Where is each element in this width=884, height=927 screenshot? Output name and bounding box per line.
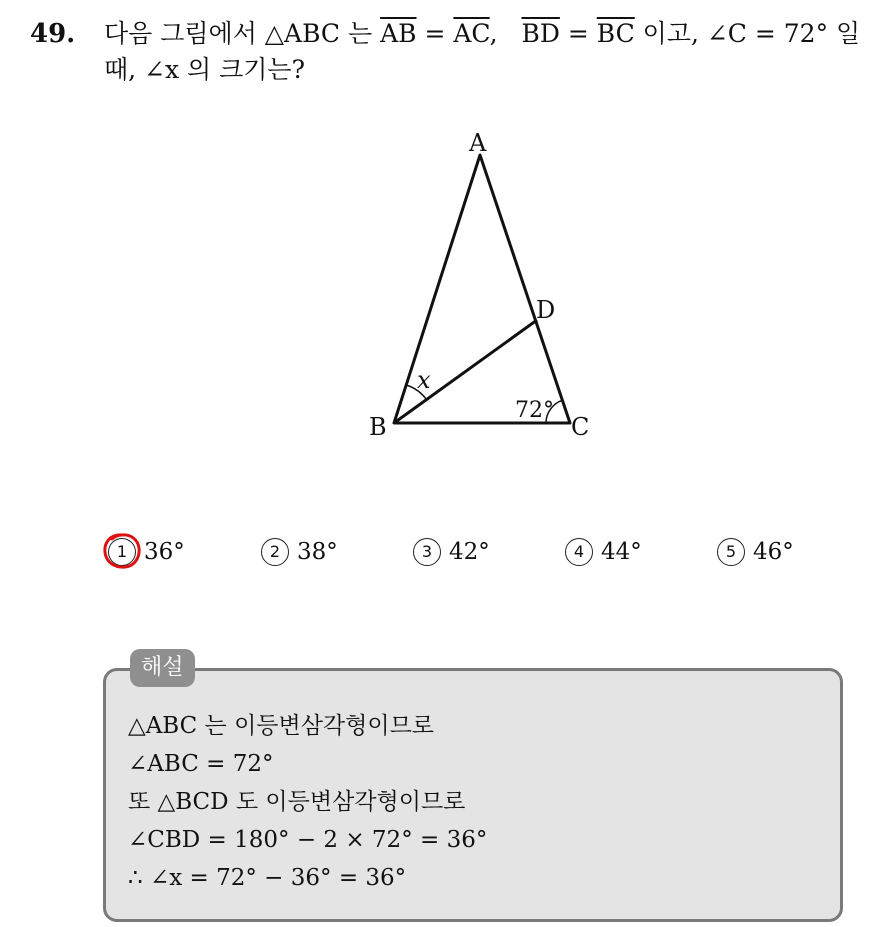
- choice-4[interactable]: [565, 534, 642, 570]
- choice-1[interactable]: [108, 534, 185, 570]
- choice-number-2: 2: [261, 538, 289, 566]
- solution-line-2: ∠ABC = 72°: [128, 751, 274, 777]
- choice-text-2: 38°: [297, 539, 338, 565]
- answer-circle-mark: [100, 529, 144, 573]
- question-text-rest: 이고, ∠C = 72° 일: [634, 19, 861, 48]
- question-comma: ,: [489, 19, 522, 48]
- solution-tag: 해설: [130, 649, 195, 687]
- triangle-diagram: [360, 125, 600, 445]
- choice-3[interactable]: [413, 534, 490, 570]
- question-text-a: 다음 그림에서 △ABC 는: [104, 19, 381, 48]
- question-line-2: 때, ∠x 의 크기는?: [104, 55, 305, 84]
- solution-line-5: ∴ ∠x = 72° − 36° = 36°: [128, 865, 407, 891]
- triangle-figure: [360, 125, 600, 445]
- question-line-1: [30, 16, 870, 52]
- segment-bc: $\overline{BC}$: [596, 19, 635, 48]
- choice-text-3: 42°: [449, 539, 490, 565]
- segment-ac: $\overline{AC}$: [453, 19, 490, 48]
- solution-box: [103, 655, 843, 922]
- solution-lines: [128, 707, 487, 897]
- vertex-label-c: C: [571, 413, 590, 441]
- vertex-label-b: B: [369, 413, 387, 441]
- segment-bd: $\overline{BD}$: [521, 19, 560, 48]
- question-eq-2: =: [559, 19, 597, 48]
- choice-5[interactable]: [717, 534, 794, 570]
- solution-line-3: 또 △BCD 도 이등변삼각형이므로: [128, 789, 466, 815]
- segment-ab: $\overline{AB}$: [380, 19, 417, 48]
- answer-choices: [108, 534, 828, 574]
- angle-c-label: 72°: [515, 398, 554, 423]
- choice-number-4: 4: [565, 538, 593, 566]
- angle-x-label: x: [417, 366, 431, 394]
- choice-number-3: 3: [413, 538, 441, 566]
- choice-number-1: 1: [108, 538, 136, 566]
- vertex-label-d: D: [536, 296, 556, 324]
- question-block: [30, 16, 870, 88]
- choice-text-4: 44°: [601, 539, 642, 565]
- choice-2[interactable]: [261, 534, 338, 570]
- question-eq-1: =: [416, 19, 454, 48]
- solution-line-1: △ABC 는 이등변삼각형이므로: [128, 713, 435, 739]
- choice-text-1: 36°: [144, 539, 185, 565]
- vertex-label-a: A: [469, 129, 487, 157]
- choice-text-5: 46°: [753, 539, 794, 565]
- solution-line-4: ∠CBD = 180° − 2 × 72° = 36°: [128, 827, 488, 853]
- question-number: 49.: [30, 19, 76, 49]
- choice-number-5: 5: [717, 538, 745, 566]
